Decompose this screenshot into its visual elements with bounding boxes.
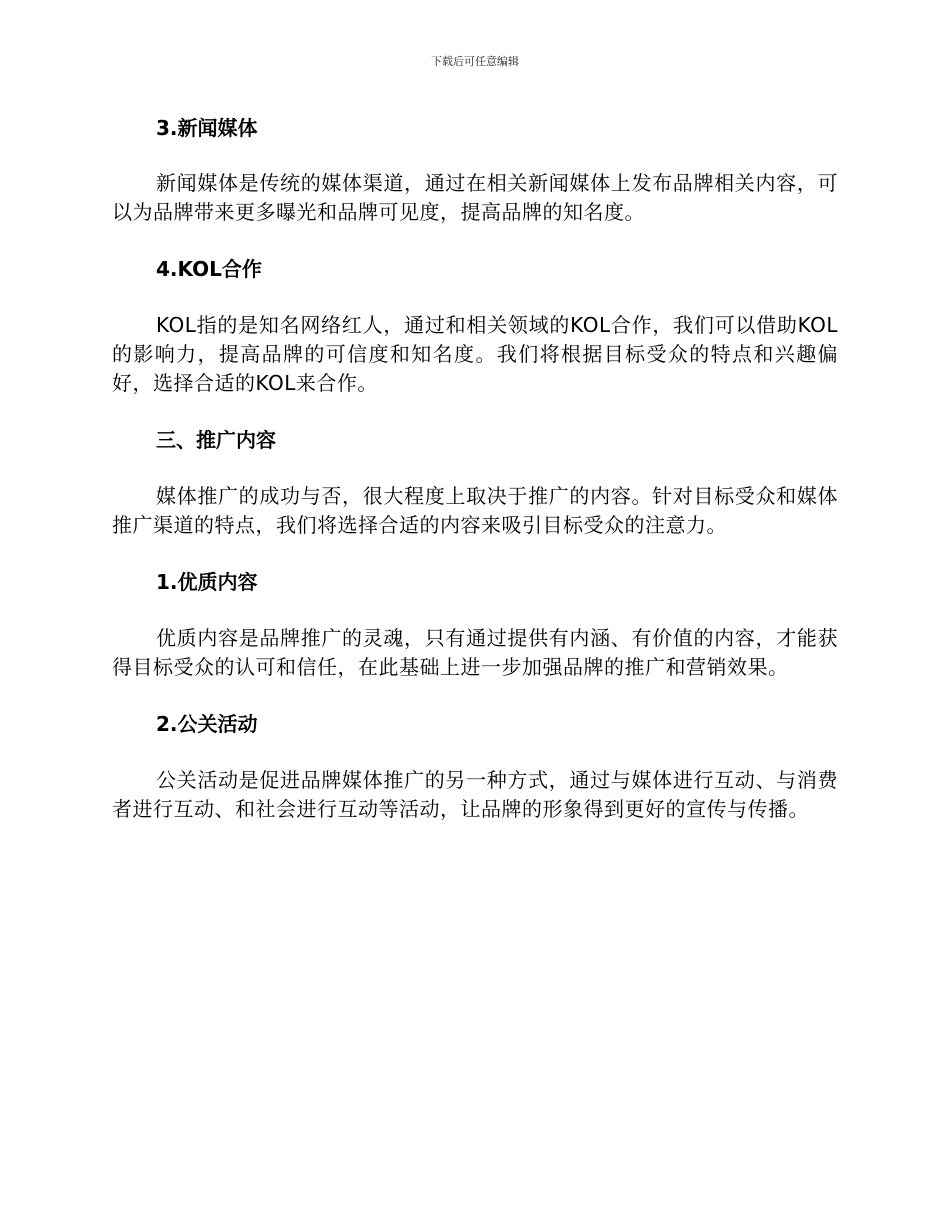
section-heading-pr-activities: 2.公关活动: [156, 712, 258, 736]
header-note: 下载后可任意编辑: [431, 55, 519, 68]
section-paragraph-pr-activities: 公关活动是促进品牌媒体推广的另一种方式，通过与媒体进行互动、与消费者进行互动、和社会进行互动等活动，让品牌的形象得到更好的宣传与传播。: [112, 768, 838, 821]
document-body: [112, 112, 838, 824]
section-paragraph-news-media: 新闻媒体是传统的媒体渠道，通过在相关新闻媒体上发布品牌相关内容，可以为品牌带来更多曝光和品牌可见度，提高品牌的知名度。: [112, 171, 838, 224]
section-paragraph-quality-content: 优质内容是品牌推广的灵魂，只有通过提供有内涵、有价值的内容，才能获得目标受众的认可和信任，在此基础上进一步加强品牌的推广和营销效果。: [112, 626, 838, 679]
section-heading-promo-content: 三、推广内容: [156, 428, 276, 452]
section-heading-kol: 4.KOL合作: [156, 257, 262, 281]
section-heading-news-media: 3.新闻媒体: [156, 116, 258, 140]
section-paragraph-promo-content: 媒体推广的成功与否，很大程度上取决于推广的内容。针对目标受众和媒体推广渠道的特点，我们将选择合适的内容来吸引目标受众的注意力。: [112, 484, 838, 537]
section-paragraph-kol: KOL指的是知名网络红人，通过和相关领域的KOL合作，我们可以借助KOL的影响力，提高品牌的可信度和知名度。我们将根据目标受众的特点和兴趣偏好，选择合适的KOL来合作。: [112, 313, 838, 395]
section-heading-quality-content: 1.优质内容: [156, 570, 258, 594]
